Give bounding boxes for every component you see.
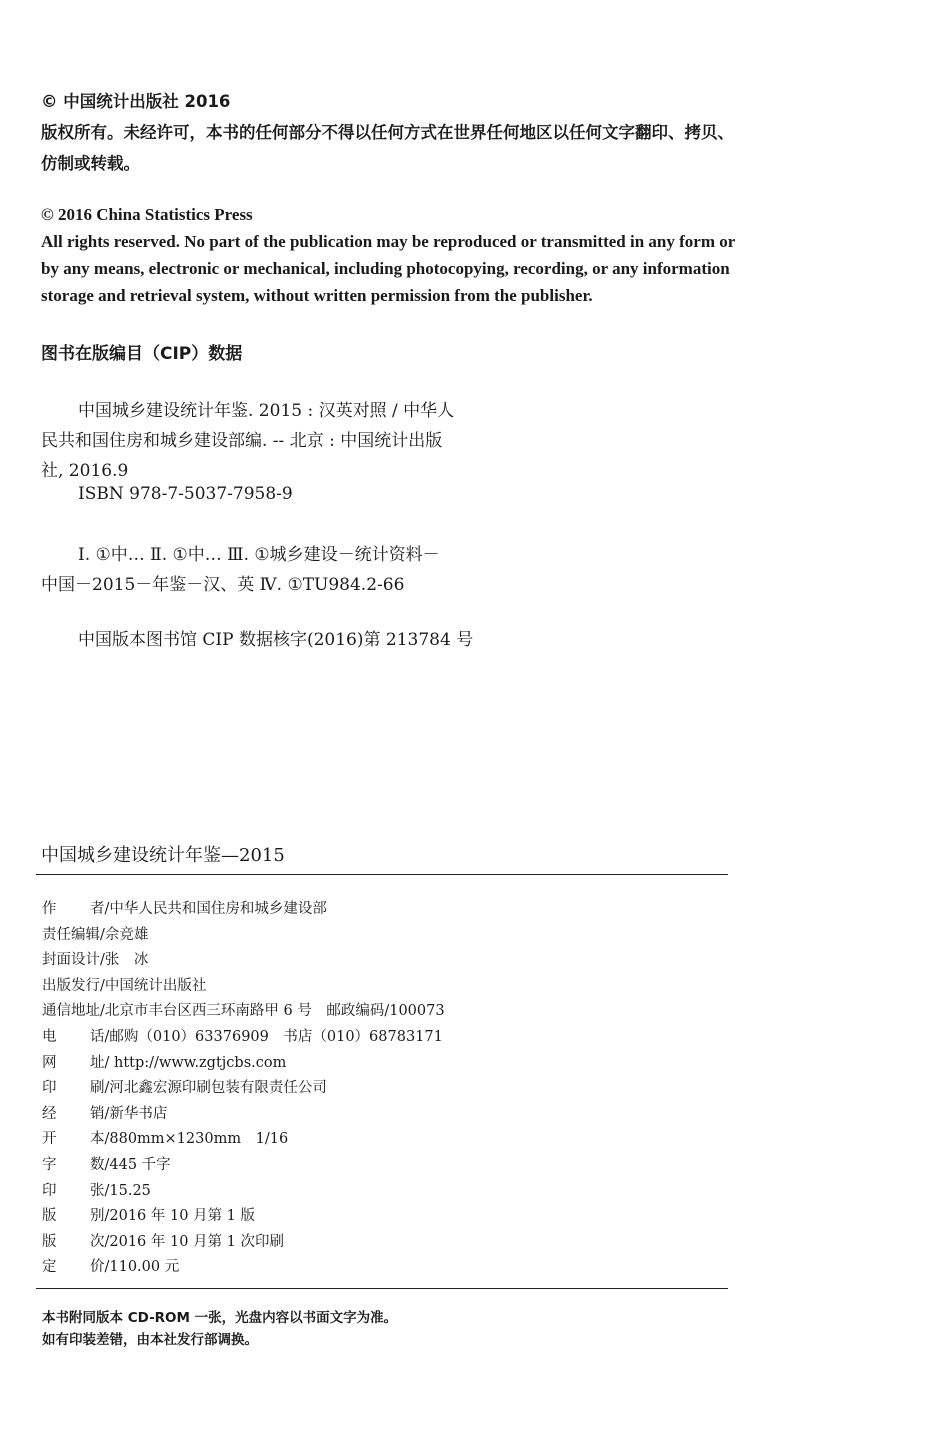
info-row — [42, 1255, 179, 1276]
info-row — [42, 1102, 167, 1123]
info-value: /110.00 元 — [104, 1259, 180, 1276]
copyright-en-line-1: © 2016 China Statistics Press — [41, 205, 253, 224]
info-key-first-char: 版 — [42, 1208, 57, 1225]
info-key: 通信地址 — [42, 1003, 100, 1020]
info-key-first-char: 开 — [42, 1131, 57, 1148]
info-key: 本 — [90, 1131, 105, 1148]
cip-line-2: 民共和国住房和城乡建设部编. -- 北京 : 中国统计出版 — [41, 431, 443, 451]
cip-record-number: 中国版本图书馆 CIP 数据核字(2016)第 213784 号 — [78, 630, 474, 650]
copyright-en-line-2: All rights reserved. No part of the publication may be reproduced or transmitted in any form or — [41, 232, 736, 251]
copyright-cn-line-2: 版权所有。未经许可，本书的任何部分不得以任何方式在世界任何地区以任何文字翻印、拷贝、 — [41, 123, 734, 142]
info-row — [42, 1204, 255, 1225]
info-key-first-char: 网 — [42, 1054, 57, 1071]
info-value: /邮购（010）63376909 书店（010）68783171 — [104, 1029, 443, 1045]
info-value: /张 冰 — [100, 952, 149, 969]
info-key: 别 — [90, 1208, 105, 1225]
copyright-en-line-3: by any means, electronic or mechanical, including photocopying, recording, or any information — [41, 259, 730, 278]
info-value: /2016 年 10 月第 1 次印刷 — [104, 1233, 285, 1250]
info-row — [42, 1127, 288, 1148]
info-value: /中华人民共和国住房和城乡建设部 — [104, 901, 327, 917]
info-key-first-char: 版 — [42, 1233, 57, 1250]
info-value: /880mm×1230mm 1/16 — [104, 1131, 289, 1148]
info-value: /15.25 — [104, 1182, 151, 1199]
info-value: / http://www.zgtjcbs.com — [104, 1054, 287, 1071]
info-key-first-char: 印 — [42, 1182, 57, 1199]
cip-classification-1: Ⅰ. ①中… Ⅱ. ①中… Ⅲ. ①城乡建设－统计资料－ — [78, 545, 440, 565]
info-value: /中国统计出版社 — [100, 977, 207, 994]
info-key: 出版发行 — [42, 977, 100, 994]
info-row — [42, 1025, 443, 1046]
copyright-cn-line-3: 仿制或转载。 — [41, 154, 140, 173]
info-value: /河北鑫宏源印刷包装有限责任公司 — [104, 1080, 327, 1097]
info-row — [42, 897, 327, 918]
info-key: 者 — [90, 901, 105, 917]
note-misprint: 如有印装差错，由本社发行部调换。 — [42, 1332, 258, 1348]
info-key-first-char: 定 — [42, 1259, 57, 1276]
info-key: 数 — [90, 1157, 105, 1173]
cip-heading: 图书在版编目（CIP）数据 — [41, 344, 243, 364]
info-key-first-char: 字 — [42, 1157, 57, 1173]
info-value: /445 千字 — [104, 1157, 171, 1173]
info-key: 责任编辑 — [42, 926, 100, 943]
book-title: 中国城乡建设统计年鉴—2015 — [41, 845, 285, 866]
info-row — [42, 1051, 286, 1072]
cip-isbn: ISBN 978-7-5037-7958-9 — [78, 484, 293, 504]
copyright-cn-line-1: © 中国统计出版社 2016 — [41, 92, 231, 111]
cip-line-3: 社, 2016.9 — [41, 461, 129, 481]
info-key-first-char: 电 — [42, 1029, 57, 1045]
info-row — [42, 1153, 171, 1174]
info-row — [42, 999, 445, 1020]
copyright-en-line-4: storage and retrieval system, without written permission from the publisher. — [41, 286, 593, 305]
info-row — [42, 974, 206, 995]
info-key-first-char: 经 — [42, 1105, 57, 1122]
bottom-divider — [36, 1288, 728, 1289]
top-divider — [36, 874, 728, 875]
info-key: 刷 — [90, 1080, 105, 1097]
info-key-first-char: 作 — [42, 901, 57, 917]
info-key: 话 — [90, 1029, 105, 1045]
info-value: /2016 年 10 月第 1 版 — [104, 1208, 256, 1225]
info-row — [42, 1076, 327, 1097]
info-key-first-char: 印 — [42, 1080, 57, 1097]
info-row — [42, 1230, 284, 1251]
info-key: 址 — [90, 1054, 105, 1071]
info-key: 封面设计 — [42, 952, 100, 969]
info-value: /北京市丰台区西三环南路甲 6 号 邮政编码/100073 — [100, 1003, 445, 1020]
info-key: 销 — [90, 1105, 105, 1122]
info-row — [42, 948, 148, 969]
info-value: /佘竞雄 — [100, 926, 149, 943]
cip-line-1: 中国城乡建设统计年鉴. 2015 : 汉英对照 / 中华人 — [78, 401, 455, 421]
note-cd-rom: 本书附同版本 CD-ROM 一张，光盘内容以书面文字为准。 — [42, 1310, 398, 1326]
info-key: 张 — [90, 1182, 105, 1199]
cip-classification-2: 中国－2015－年鉴－汉、英 Ⅳ. ①TU984.2-66 — [41, 575, 405, 595]
info-row — [42, 923, 148, 944]
info-value: /新华书店 — [104, 1105, 168, 1122]
info-row — [42, 1179, 151, 1200]
info-key: 价 — [90, 1259, 105, 1276]
info-key: 次 — [90, 1233, 105, 1250]
